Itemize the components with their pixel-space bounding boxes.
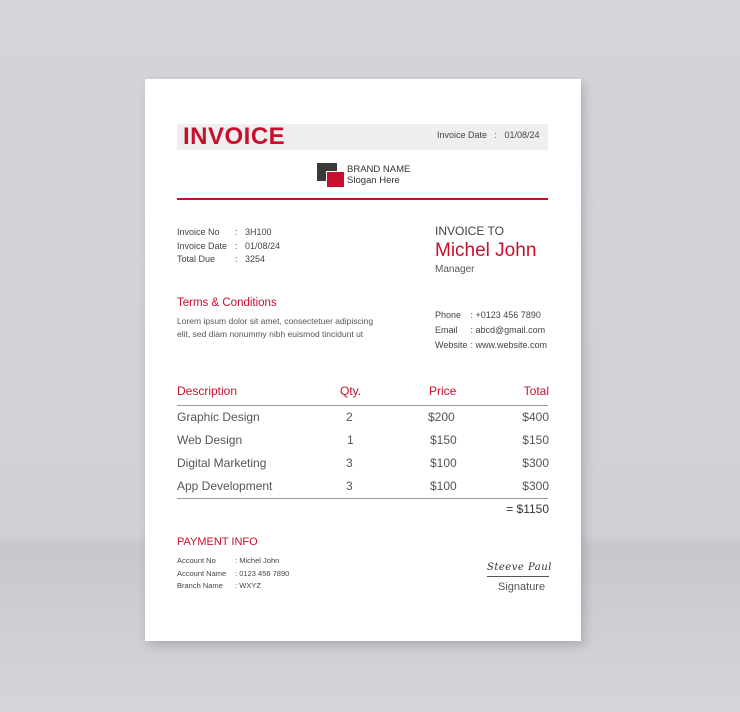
meta-label: Invoice Date <box>177 240 228 251</box>
payment-value: : WXYZ <box>235 581 261 590</box>
table-footer-rule <box>177 498 548 499</box>
contact-email: : abcd@gmail.com <box>470 325 546 335</box>
table-cell-description: Graphic Design <box>177 410 260 424</box>
brand-name: BRAND NAME <box>347 164 411 175</box>
grand-total: = $1150 <box>506 502 549 516</box>
meta-value: 3H100 <box>245 227 272 237</box>
table-header-qty: Qty. <box>340 384 362 398</box>
payment-value: : Michel John <box>235 556 280 565</box>
table-header-total: Total <box>523 384 549 398</box>
header-invoice-date: Invoice Date : 01/08/24 <box>437 130 540 140</box>
table-cell-description: App Development <box>177 479 273 493</box>
contact-website: : www.website.com <box>470 340 548 350</box>
brand-slogan: Slogan Here <box>347 175 400 186</box>
payment-label: Branch Name <box>177 581 223 590</box>
contact-label: Email <box>435 325 458 335</box>
customer-role: Manager <box>435 264 475 275</box>
table-cell-description: Web Design <box>177 433 243 447</box>
payment-value: : 0123 456 7890 <box>235 568 290 578</box>
brand-logo-icon <box>317 163 344 187</box>
contact-label: Phone <box>435 310 462 320</box>
meta-value: 3254 <box>245 254 266 264</box>
table-cell-qty: 1 <box>347 433 354 447</box>
table-header-price: Price <box>429 384 457 398</box>
invoice-meta: Invoice No : 3H100 Invoice Date : 01/08/24 Total Due : 3254 <box>177 226 280 267</box>
table-header-description: Description <box>177 384 238 398</box>
meta-label: Invoice No <box>177 227 220 237</box>
table-cell-total: $300 <box>522 479 549 493</box>
table-cell-qty: 3 <box>346 479 353 493</box>
table-cell-price: $200 <box>428 410 455 424</box>
table-cell-price: $100 <box>430 456 457 470</box>
table-cell-description: Digital Marketing <box>177 456 267 470</box>
meta-label: Total Due <box>177 254 216 264</box>
payment-info <box>177 555 289 593</box>
table-cell-total: $150 <box>522 433 549 447</box>
table-cell-price: $100 <box>430 479 457 493</box>
invoice-page <box>145 79 581 641</box>
meta-value: 01/08/24 <box>245 240 281 251</box>
table-cell-total: $300 <box>522 456 549 470</box>
customer-name: Michel John <box>435 240 537 261</box>
terms-heading: Terms & Conditions <box>177 297 277 309</box>
contact-phone: : +0123 456 7890 <box>470 310 541 320</box>
payment-label: Account No <box>177 556 216 565</box>
signature-label: Signature <box>498 581 546 593</box>
table-cell-qty: 2 <box>346 410 353 424</box>
payment-label: Account Name <box>177 568 227 578</box>
signature-line <box>487 576 549 577</box>
table-cell-qty: 3 <box>346 456 353 470</box>
signature-script: Steeve Paul <box>487 562 552 573</box>
table-cell-price: $150 <box>430 433 457 447</box>
header-divider <box>177 198 548 200</box>
table-header-rule <box>177 405 548 406</box>
invoice-to-label: INVOICE TO <box>435 224 504 238</box>
contact-label: Website <box>435 340 468 350</box>
payment-heading: PAYMENT INFO <box>177 536 258 548</box>
brand-block <box>347 164 410 186</box>
invoice-title: INVOICE <box>183 123 286 150</box>
table-cell-total: $400 <box>522 410 549 424</box>
contact-info <box>435 308 547 353</box>
terms-text: Lorem ipsum dolor sit amet, consectetuer adipiscing elit, sed diam nonummy nibh euismod tincidunt ut <box>177 316 374 339</box>
